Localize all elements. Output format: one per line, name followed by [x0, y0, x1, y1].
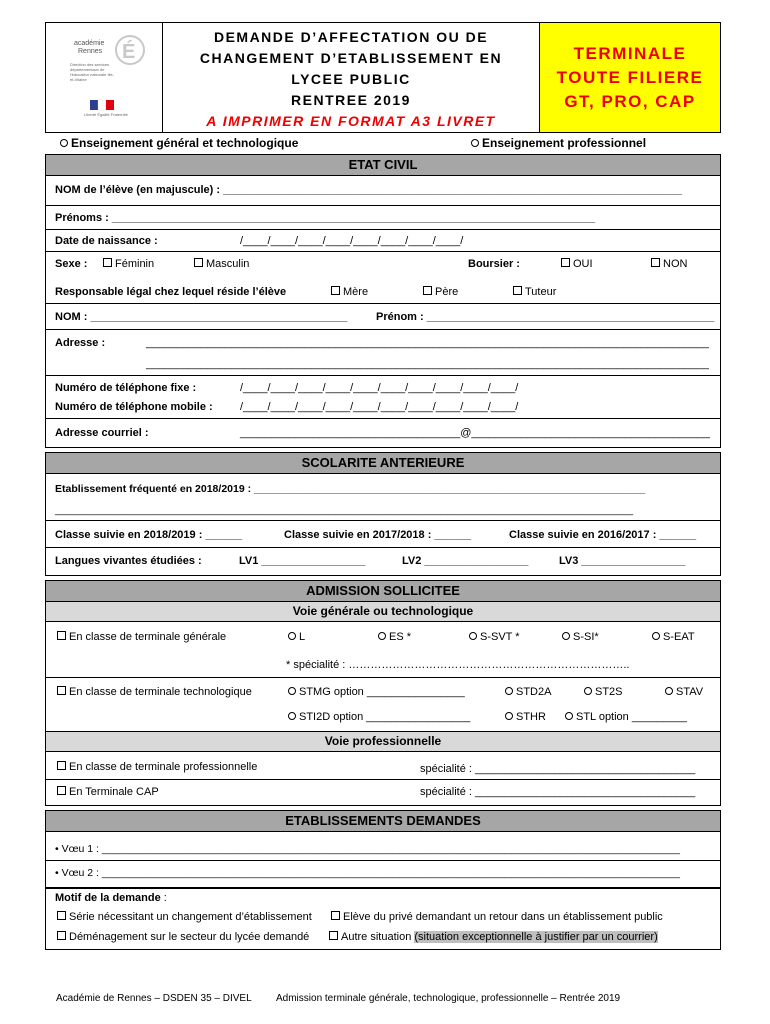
- non-checkbox[interactable]: [651, 258, 660, 267]
- row-divider: [45, 251, 721, 252]
- option-stav-radio[interactable]: [665, 687, 673, 695]
- motif-autre-checkbox[interactable]: [329, 931, 338, 940]
- option-stav[interactable]: [665, 685, 703, 699]
- term-pro-label: En classe de terminale professionnelle: [69, 761, 258, 773]
- badge-line3: GT, PRO, CAP: [564, 92, 696, 111]
- motif-title-label: Motif de la demande: [55, 892, 161, 904]
- admission-title: ADMISSION SOLLICITEE: [45, 580, 721, 602]
- option-s-si-radio[interactable]: [562, 632, 570, 640]
- feminin-label: Féminin: [115, 258, 155, 270]
- motif-prive-label: Elève du privé demandant un retour dans un établissement public: [343, 911, 663, 923]
- option-st2s-label: ST2S: [595, 686, 623, 698]
- term-cap-specialite[interactable]: spécialité : ____________________________________: [420, 786, 696, 798]
- specialite-note[interactable]: * spécialité : …………………………………………………………………..: [286, 659, 630, 671]
- option-l[interactable]: [288, 630, 305, 644]
- motif-demenagement-label: Déménagement sur le secteur du lycée demandé: [69, 931, 310, 943]
- langues-label: Langues vivantes étudiées :: [55, 555, 202, 567]
- term-cap-label: En Terminale CAP: [69, 786, 159, 798]
- badge-line1: TERMINALE: [573, 44, 687, 63]
- sexe-label: Sexe :: [55, 258, 88, 270]
- form-title-line3: LYCEE PUBLIC: [291, 71, 411, 87]
- option-sti2d[interactable]: [288, 710, 470, 724]
- option-std2a-label: STD2A: [516, 686, 552, 698]
- scolarite-title: SCOLARITE ANTERIEURE: [45, 452, 721, 474]
- etablissement-frequente-line2[interactable]: ___________________________________________________________________________________________________: [55, 504, 634, 516]
- boursier-oui[interactable]: [561, 257, 593, 271]
- svg-text:É: É: [122, 41, 136, 63]
- tel-mobile-field[interactable]: /____/____/____/____/____/____/____/____/____/____/: [240, 401, 519, 413]
- track-professional-label: Enseignement professionnel: [482, 136, 647, 150]
- option-stl-label: STL option _________: [576, 711, 687, 723]
- option-sthr[interactable]: [505, 710, 546, 724]
- row-divider: [45, 779, 721, 780]
- row-divider: [45, 375, 721, 376]
- oui-checkbox[interactable]: [561, 258, 570, 267]
- option-stmg-radio[interactable]: [288, 687, 296, 695]
- pere-label: Père: [435, 286, 459, 298]
- option-stav-label: STAV: [676, 686, 704, 698]
- nom-responsable-field[interactable]: NOM : __________________________________________: [55, 311, 348, 323]
- responsable-pere[interactable]: [423, 285, 458, 299]
- tel-fixe-field[interactable]: /____/____/____/____/____/____/____/____/____/____/: [240, 382, 519, 394]
- motif-title-suffix: :: [160, 892, 167, 904]
- row-divider: [45, 329, 721, 330]
- motif-demenagement[interactable]: [57, 930, 309, 944]
- row-divider: [45, 860, 721, 861]
- classe-2016-field[interactable]: Classe suivie en 2016/2017 : ______: [509, 529, 697, 541]
- prenoms-field[interactable]: Prénoms : _______________________________________________________________________________: [55, 212, 596, 224]
- badge-line2: TOUTE FILIERE: [556, 68, 704, 87]
- motif-demenagement-checkbox[interactable]: [57, 931, 66, 940]
- option-s-svt-radio[interactable]: [469, 632, 477, 640]
- form-title-line1: DEMANDE D’AFFECTATION OU DE: [213, 29, 489, 45]
- etablissement-frequente-field[interactable]: Etablissement fréquenté en 2018/2019 : ___________________________________________________________________: [55, 483, 646, 495]
- prenom-responsable-field[interactable]: Prénom : _______________________________________________: [376, 311, 715, 323]
- motif-prive[interactable]: [331, 910, 663, 924]
- adresse-label: Adresse :: [55, 337, 106, 349]
- academy-logo: [60, 30, 156, 125]
- classe-2017-field[interactable]: Classe suivie en 2017/2018 : ______: [284, 529, 472, 541]
- option-sti2d-radio[interactable]: [288, 712, 296, 720]
- term-cap-option[interactable]: [57, 785, 159, 799]
- option-s-eat-label: S-EAT: [663, 631, 695, 643]
- lv1-field[interactable]: LV1 _________________: [239, 555, 366, 567]
- motif-autre[interactable]: [329, 930, 658, 944]
- motif-serie-label: Série nécessitant un changement d’établissement: [69, 911, 312, 923]
- option-st2s[interactable]: [584, 685, 623, 699]
- option-std2a-radio[interactable]: [505, 687, 513, 695]
- option-std2a[interactable]: [505, 685, 551, 699]
- logo-line1: académie: [74, 40, 105, 47]
- footer-left: Académie de Rennes – DSDEN 35 – DIVEL: [56, 993, 252, 1004]
- row-divider: [45, 418, 721, 419]
- date-naissance-field[interactable]: /____/____/____/____/____/____/____/____/: [240, 235, 464, 247]
- sexe-feminin[interactable]: [103, 257, 154, 271]
- form-title-line2: CHANGEMENT D’ETABLISSEMENT EN: [199, 50, 503, 66]
- masculin-checkbox[interactable]: [194, 258, 203, 267]
- masculin-label: Masculin: [206, 258, 250, 270]
- courriel-label: Adresse courriel :: [55, 427, 149, 439]
- row-divider: [45, 677, 721, 678]
- term-pro-option[interactable]: [57, 760, 257, 774]
- tuteur-checkbox[interactable]: [513, 286, 522, 295]
- option-s-eat-radio[interactable]: [652, 632, 660, 640]
- adresse-line2[interactable]: ____________________________________________________________________________________________: [146, 358, 709, 370]
- sexe-masculin[interactable]: [194, 257, 249, 271]
- tel-fixe-label: Numéro de téléphone fixe :: [55, 382, 197, 394]
- responsable-tuteur[interactable]: [513, 285, 556, 299]
- boursier-non[interactable]: [651, 257, 687, 271]
- track-professional[interactable]: [471, 136, 646, 150]
- nom-eleve-field[interactable]: NOM de l’élève (en majuscule) : ___________________________________________________________________________: [55, 184, 682, 196]
- lv3-field[interactable]: LV3 _________________: [559, 555, 686, 567]
- motif-autre-note: (situation exceptionnelle à justifier par un courrier): [414, 931, 658, 943]
- adresse-line1[interactable]: ____________________________________________________________________________________________: [146, 337, 709, 349]
- option-sti2d-label: STI2D option _________________: [299, 711, 471, 723]
- mere-checkbox[interactable]: [331, 286, 340, 295]
- form-title-line4: RENTREE 2019: [291, 92, 411, 108]
- term-techno-label: En classe de terminale technologique: [69, 686, 252, 698]
- term-cap-checkbox[interactable]: [57, 786, 66, 795]
- term-generale-option[interactable]: [57, 630, 226, 644]
- option-sthr-radio[interactable]: [505, 712, 513, 720]
- option-s-si[interactable]: [562, 630, 599, 644]
- feminin-checkbox[interactable]: [103, 258, 112, 267]
- lv2-field[interactable]: LV2 _________________: [402, 555, 529, 567]
- track-professional-radio[interactable]: [471, 139, 479, 147]
- option-stmg[interactable]: [288, 685, 465, 699]
- term-pro-specialite[interactable]: spécialité : ____________________________________: [420, 763, 696, 775]
- option-s-svt[interactable]: [469, 630, 520, 644]
- row-divider: [45, 547, 721, 548]
- voeu1-field[interactable]: • Vœu 1 : ___________________________________________________________________________________________________: [55, 843, 680, 855]
- logo-line2: Rennes: [78, 48, 103, 55]
- option-l-label: L: [299, 631, 306, 643]
- responsable-label: Responsable légal chez lequel réside l’élève: [55, 286, 287, 298]
- option-stl[interactable]: [565, 710, 687, 724]
- term-techno-option[interactable]: [57, 685, 252, 699]
- option-es-label: ES *: [389, 631, 412, 643]
- tel-mobile-label: Numéro de téléphone mobile :: [55, 401, 213, 413]
- non-label: NON: [663, 258, 688, 270]
- option-sthr-label: STHR: [516, 711, 546, 723]
- motif-prive-checkbox[interactable]: [331, 911, 340, 920]
- classe-2018-field[interactable]: Classe suivie en 2018/2019 : ______: [55, 529, 243, 541]
- footer-right: Admission terminale générale, technologique, professionnelle – Rentrée 2019: [276, 993, 621, 1004]
- date-naissance-label: Date de naissance :: [55, 235, 158, 247]
- motif-title: [55, 891, 167, 905]
- logo-republic: Liberté Égalité Fraternité: [84, 112, 128, 117]
- term-techno-checkbox[interactable]: [57, 686, 66, 695]
- voie-gt-title: Voie générale ou technologique: [45, 601, 721, 622]
- option-es-radio[interactable]: [378, 632, 386, 640]
- tuteur-label: Tuteur: [525, 286, 557, 298]
- term-generale-label: En classe de terminale générale: [69, 631, 227, 643]
- etat-civil-title: ETAT CIVIL: [45, 154, 721, 176]
- row-divider: [45, 303, 721, 304]
- row-divider: [45, 205, 721, 206]
- option-l-radio[interactable]: [288, 632, 296, 640]
- term-generale-checkbox[interactable]: [57, 631, 66, 640]
- term-pro-checkbox[interactable]: [57, 761, 66, 770]
- oui-label: OUI: [573, 258, 593, 270]
- option-stmg-label: STMG option ________________: [299, 686, 465, 698]
- responsable-mere[interactable]: [331, 285, 368, 299]
- option-s-si-label: S-SI*: [573, 631, 599, 643]
- row-divider: [45, 229, 721, 230]
- row-divider: [45, 520, 721, 521]
- motif-serie-checkbox[interactable]: [57, 911, 66, 920]
- print-note: A IMPRIMER EN FORMAT A3 LIVRET: [206, 113, 496, 129]
- option-s-svt-label: S-SVT *: [480, 631, 520, 643]
- option-st2s-radio[interactable]: [584, 687, 592, 695]
- option-stl-radio[interactable]: [565, 712, 573, 720]
- courriel-field[interactable]: ____________________________________@_______________________________________: [240, 427, 710, 439]
- logo-subtitle: Direction des services départementaux de l'éducation nationale Ille-et-Vilaine: [70, 62, 114, 82]
- motif-serie[interactable]: [57, 910, 312, 924]
- voeu2-field[interactable]: • Vœu 2 : ___________________________________________________________________________________________________: [55, 867, 680, 879]
- track-general-label: Enseignement général et technologique: [71, 136, 299, 150]
- voie-pro-title: Voie professionnelle: [45, 731, 721, 752]
- boursier-label: Boursier :: [468, 258, 520, 270]
- track-general[interactable]: [60, 136, 298, 150]
- motif-autre-label: Autre situation: [341, 931, 412, 943]
- mere-label: Mère: [343, 286, 369, 298]
- track-general-radio[interactable]: [60, 139, 68, 147]
- option-s-eat[interactable]: [652, 630, 695, 644]
- option-es[interactable]: [378, 630, 411, 644]
- pere-checkbox[interactable]: [423, 286, 432, 295]
- etablissements-title: ETABLISSEMENTS DEMANDES: [45, 810, 721, 832]
